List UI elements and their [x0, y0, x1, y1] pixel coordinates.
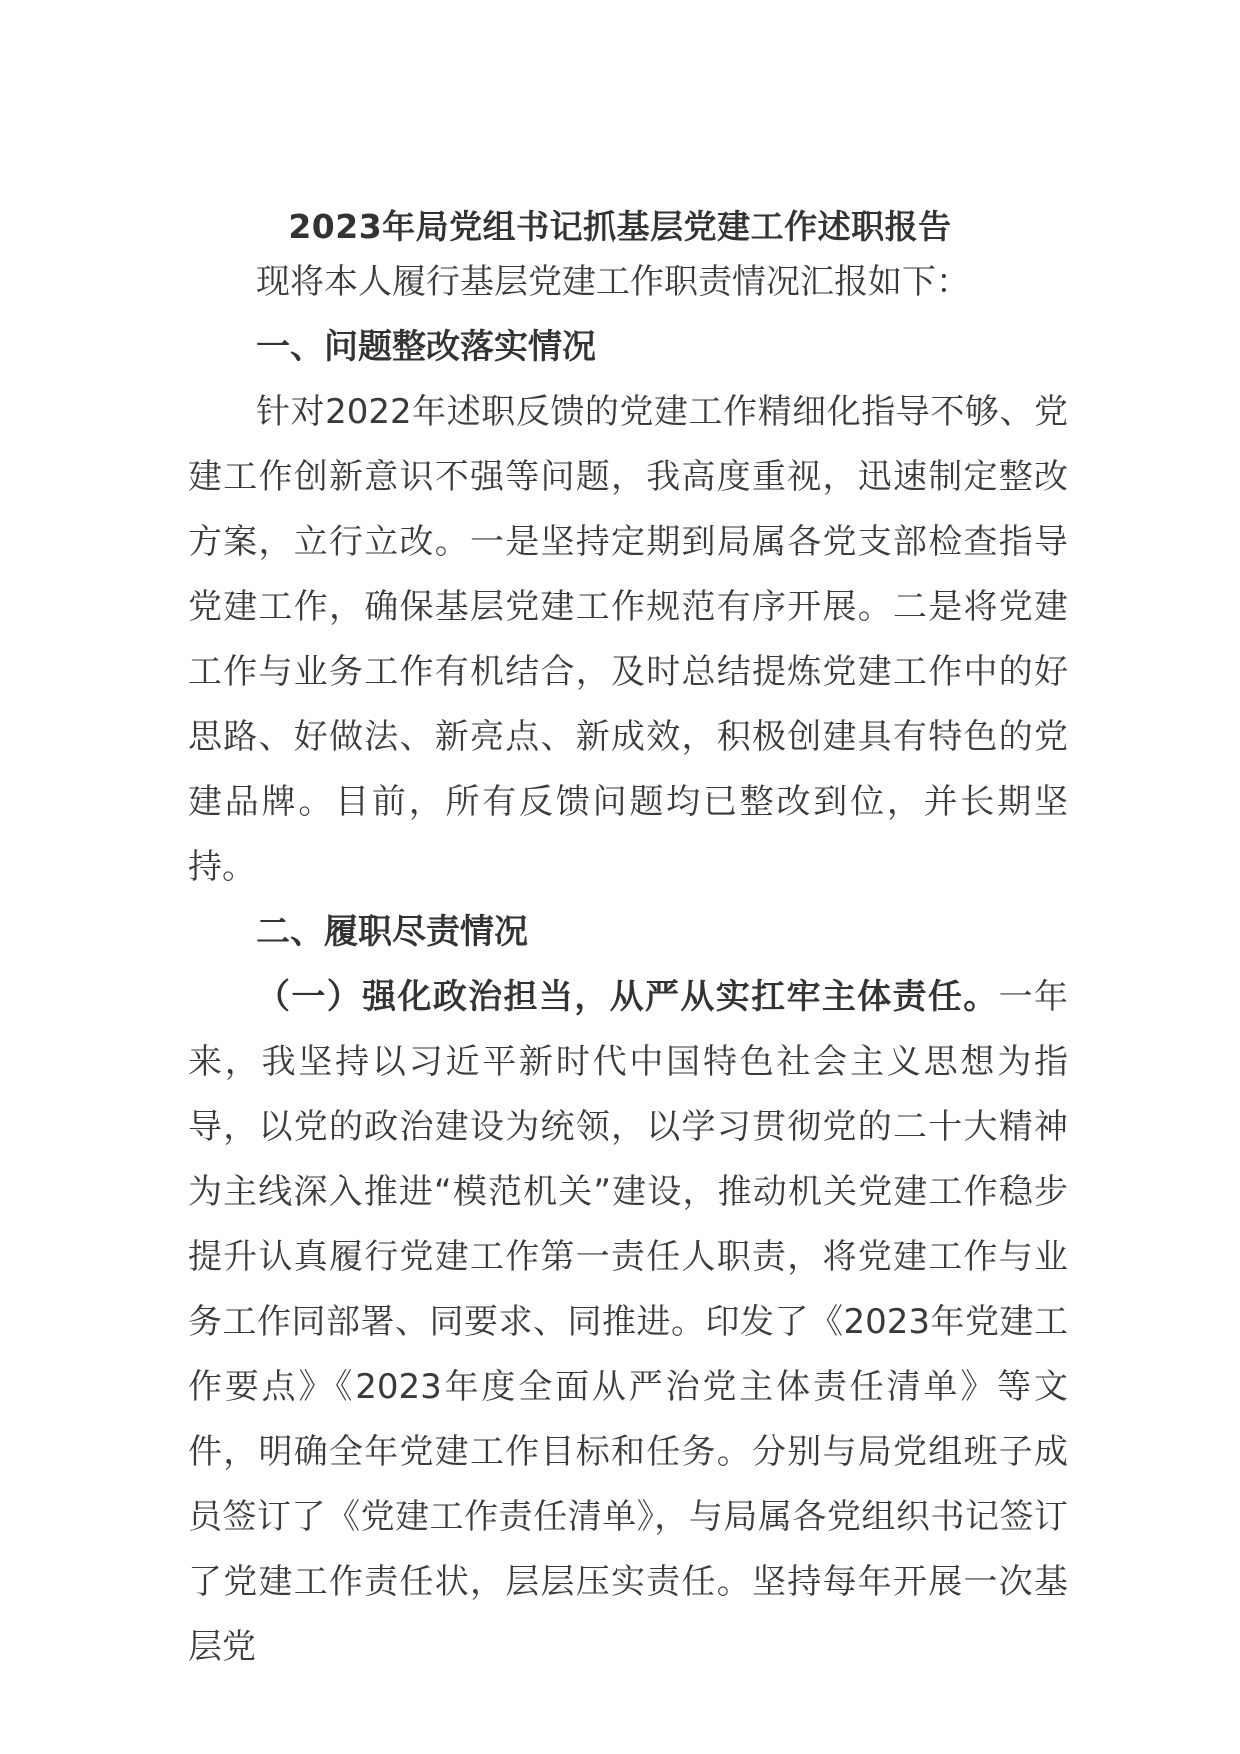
section-1-heading: 一、问题整改落实情况 — [256, 327, 596, 367]
section-2-subsection-1-paragraph — [188, 965, 1068, 1680]
intro-paragraph: 现将本人履行基层党建工作职责情况汇报如下： — [256, 262, 970, 302]
document-body — [188, 250, 1068, 1680]
subsection-1-lead: （一）强化政治担当，从严从实扛牢主体责任。 — [256, 977, 999, 1017]
section-2-heading: 二、履职尽责情况 — [256, 912, 528, 952]
section-1-paragraph: 针对2022年述职反馈的党建工作精细化指导不够、党建工作创新意识不强等问题，我高度重视，迅速制定整改方案，立行立改。一是坚持定期到局属各党支部检查指导党建工作，确保基层党建工作规范有序开展。二是将党建工作与业务工作有机结合，及时总结提炼党建工作中的好思路、好做法、新亮点、新成效，积极创建具有特色的党建品牌。目前，所有反馈问题均已整改到位，并长期坚持。 — [188, 392, 1068, 887]
subsection-1-text: 一年来，我坚持以习近平新时代中国特色社会主义思想为指导，以党的政治建设为统领，以学习贯彻党的二十大精神为主线深入推进“模范机关”建设，推动机关党建工作稳步提升认真履行党建工作第一责任人职责，将党建工作与业务工作同部署、同要求、同推进。印发了《2023年党建工作要点》《2023年度全面从严治党主体责任清单》等文件，明确全年党建工作目标和任务。分别与局党组班子成员签订了《党建工作责任清单》，与局属各党组织书记签订了党建工作责任状，层层压实责任。坚持每年开展一次基层党 — [188, 977, 1069, 1667]
document-title: 2023年局党组书记抓基层党建工作述职报告 — [288, 207, 952, 246]
